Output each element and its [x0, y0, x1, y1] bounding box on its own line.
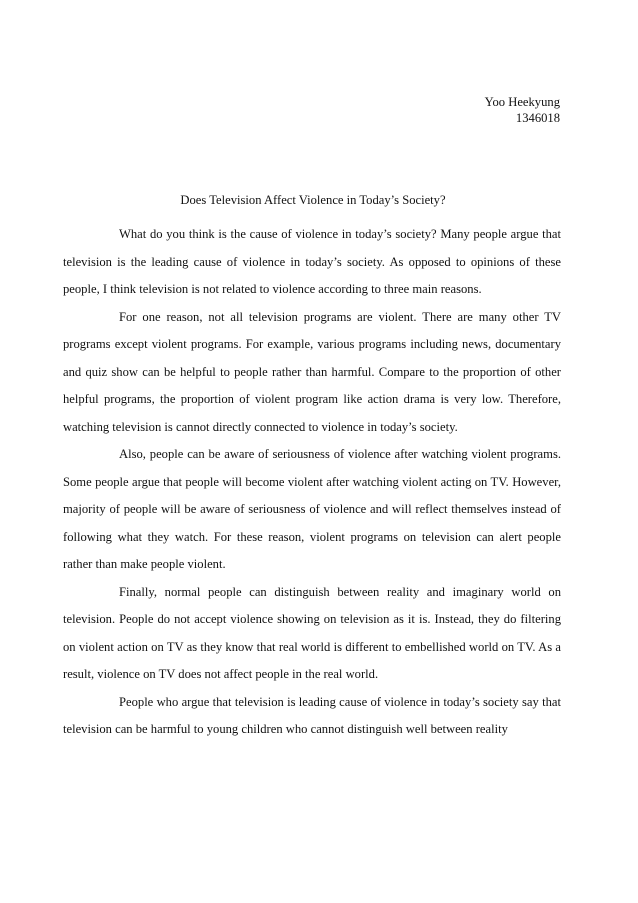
paragraph-reason-three: Finally, normal people can distinguish between reality and imaginary world on television. People do not accept violence showing on television as it is. Instead, they do filtering on violent action on TV as they know that real world is different to embellished world on TV. As a result, violence on TV does not affect people in the real world.: [63, 584, 561, 681]
author-block: [485, 94, 560, 126]
author-name: Yoo Heekyung: [484, 95, 560, 109]
student-id: 1346018: [515, 111, 560, 125]
paragraph-intro: What do you think is the cause of violence in today’s society? Many people argue that television is the leading cause of violence in today’s society. As opposed to opinions of these people, I think television is not related to violence according to three main reasons.: [63, 227, 561, 296]
paragraph-counterargument: People who argue that television is leading cause of violence in today’s society say that television can be harmful to young children who cannot distinguish well between reality: [63, 694, 561, 736]
essay-body: [63, 221, 561, 744]
essay-title: Does Television Affect Violence in Today’s Society?: [180, 193, 446, 207]
paragraph-reason-one: For one reason, not all television programs are violent. There are many other TV programs except violent programs. For example, various programs including news, documentary and quiz show can be helpful to people rather than harmful. Compare to the proportion of other helpful programs, the proportion of violent program like action drama is very low. Therefore, watching television is cannot directly connected to violence in today’s society.: [63, 309, 561, 434]
paragraph-reason-two: Also, people can be aware of seriousness of violence after watching violent programs. Some people argue that people will become violent after watching violent acting on TV. However, majority of people will be aware of seriousness of violence and will reflect themselves instead of following what they watch. For these reason, violent programs on television can alert people rather than make people violent.: [63, 447, 561, 571]
